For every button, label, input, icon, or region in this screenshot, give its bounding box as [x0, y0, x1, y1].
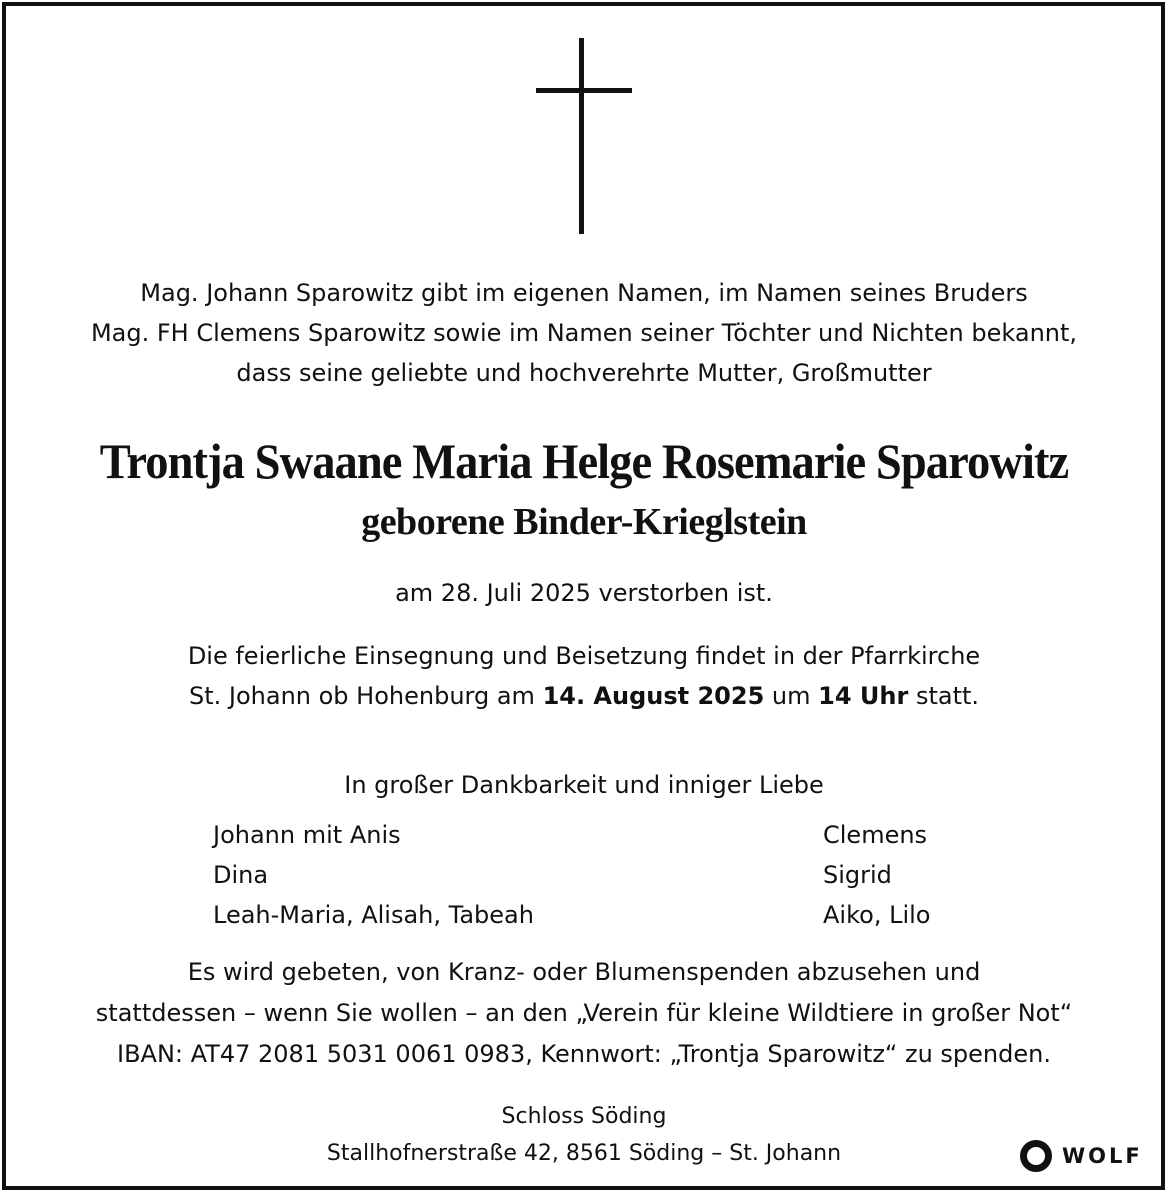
- publisher-logo: [1020, 1138, 1143, 1174]
- mourner-left-2: Dina: [213, 861, 269, 889]
- address-line-2: Stallhofnerstraße 42, 8561 Söding – St. Johann: [326, 1141, 842, 1166]
- ceremony-place: St. Johann ob Hohenburg am: [188, 682, 543, 710]
- mourner-left-3: Leah-Maria, Alisah, Tabeah: [213, 901, 534, 929]
- ceremony-date: 14. August 2025: [542, 682, 765, 710]
- mourners-right: [823, 815, 930, 935]
- address-line-1: Schloss Söding: [501, 1104, 667, 1129]
- ceremony-end: statt.: [908, 682, 980, 710]
- mourner-right-1: Clemens: [823, 821, 928, 849]
- donation-line-2: stattdessen – wenn Sie wollen – an den „Verein für kleine Wildtiere in großer Not“: [95, 999, 1073, 1027]
- ceremony-mid: um: [764, 682, 819, 710]
- donation-line-1: Es wird gebeten, von Kranz- oder Blumenspenden abzusehen und: [187, 958, 981, 986]
- mourners-left: [213, 815, 534, 935]
- maiden-name: geborene Binder-Krieglstein: [361, 501, 807, 543]
- intro-line-3: dass seine geliebte und hochverehrte Mutter, Großmutter: [236, 359, 932, 387]
- deceased-name: Trontja Swaane Maria Helge Rosemarie Sparowitz: [99, 433, 1069, 489]
- ceremony-line-1: Die feierliche Einsegnung und Beisetzung findet in der Pfarrkirche: [187, 642, 981, 670]
- intro-line-2: Mag. FH Clemens Sparowitz sowie im Namen seiner Töchter und Nichten bekannt,: [90, 319, 1078, 347]
- cross-icon: [0, 0, 1168, 240]
- mourners-heading: In großer Dankbarkeit und inniger Liebe: [344, 771, 824, 799]
- intro-line-1: Mag. Johann Sparowitz gibt im eigenen Namen, im Namen seines Bruders: [140, 279, 1028, 307]
- mourner-left-1: Johann mit Anis: [213, 821, 401, 849]
- donation-line-3: IBAN: AT47 2081 5031 0061 0983, Kennwort: „Trontja Sparowitz“ zu spenden.: [117, 1040, 1051, 1068]
- logo-text: WOLF: [1062, 1144, 1143, 1168]
- death-date-line: am 28. Juli 2025 verstorben ist.: [395, 579, 773, 607]
- mourner-right-3: Aiko, Lilo: [823, 901, 931, 929]
- mourner-right-2: Sigrid: [823, 861, 892, 889]
- circle-ring-icon: [1020, 1140, 1052, 1172]
- ceremony-time: 14 Uhr: [818, 682, 909, 710]
- ceremony-line-2: [0, 676, 1168, 716]
